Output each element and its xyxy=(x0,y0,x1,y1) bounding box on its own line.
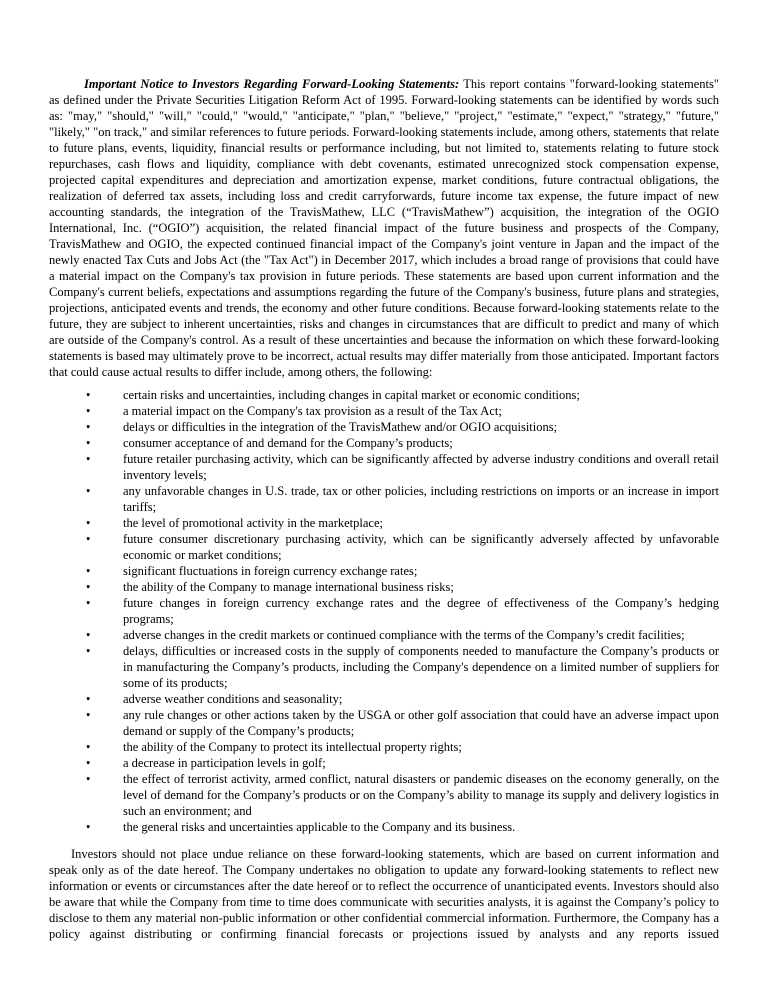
list-item-text: delays, difficulties or increased costs in the supply of components needed to manufacture the Company’s products or in manufacturing the Company’s products, including the Company's dependence on a limited number of suppliers for some of its products; xyxy=(123,644,719,690)
list-item xyxy=(49,403,719,419)
bullet-icon: • xyxy=(86,628,91,642)
list-item xyxy=(49,691,719,707)
list-item-text: certain risks and uncertainties, including changes in capital market or economic conditions; xyxy=(123,388,580,402)
risk-factor-list xyxy=(49,387,719,835)
list-item xyxy=(49,819,719,835)
bullet-icon: • xyxy=(86,708,91,722)
bullet-icon: • xyxy=(86,740,91,754)
bullet-icon: • xyxy=(86,772,91,786)
list-item xyxy=(49,435,719,451)
list-item-text: consumer acceptance of and demand for the Company’s products; xyxy=(123,436,453,450)
list-item xyxy=(49,627,719,643)
bullet-icon: • xyxy=(86,580,91,594)
list-item xyxy=(49,739,719,755)
bullet-icon: • xyxy=(86,692,91,706)
list-item xyxy=(49,451,719,483)
list-item-text: adverse changes in the credit markets or continued compliance with the terms of the Company’s credit facilities; xyxy=(123,628,685,642)
bullet-icon: • xyxy=(86,388,91,402)
bullet-icon: • xyxy=(86,420,91,434)
list-item-text: the ability of the Company to manage international business risks; xyxy=(123,580,454,594)
bullet-icon: • xyxy=(86,436,91,450)
list-item xyxy=(49,595,719,627)
list-item-text: delays or difficulties in the integration of the TravisMathew and/or OGIO acquisitions; xyxy=(123,420,558,434)
bullet-icon: • xyxy=(86,596,91,610)
list-item-text: future changes in foreign currency exchange rates and the degree of effectiveness of the Company’s hedging programs; xyxy=(123,596,719,626)
intro-paragraph xyxy=(49,76,719,380)
bullet-icon: • xyxy=(86,404,91,418)
list-item xyxy=(49,563,719,579)
bullet-icon: • xyxy=(86,484,91,498)
list-item-text: the ability of the Company to protect its intellectual property rights; xyxy=(123,740,462,754)
bullet-icon: • xyxy=(86,644,91,658)
bullet-icon: • xyxy=(86,820,91,834)
list-item-text: the general risks and uncertainties applicable to the Company and its business. xyxy=(123,820,516,834)
list-item xyxy=(49,755,719,771)
list-item xyxy=(49,643,719,691)
list-item xyxy=(49,771,719,819)
list-item xyxy=(49,515,719,531)
bullet-icon: • xyxy=(86,532,91,546)
list-item-text: significant fluctuations in foreign currency exchange rates; xyxy=(123,564,418,578)
list-item-text: the level of promotional activity in the marketplace; xyxy=(123,516,383,530)
bullet-icon: • xyxy=(86,452,91,466)
list-item-text: any unfavorable changes in U.S. trade, tax or other policies, including restrictions on imports or an increase in import tariffs; xyxy=(123,484,719,514)
list-item xyxy=(49,707,719,739)
list-item-text: any rule changes or other actions taken by the USGA or other golf association that could have an adverse impact upon demand or supply of the Company’s products; xyxy=(123,708,719,738)
intro-body: This report contains "forward-looking statements" as defined under the Private Securities Litigation Reform Act of 1995. Forward-looking statements can be identified by words such as: "may," "should," "will," "could," "would," "anticipate," "plan," "believe," "project," "estimate," "expect," "strategy," "future," "likely," "on track," and similar references to future periods. Forward-looking statements include, among others, statements that relate to future plans, events, liquidity, financial results or performance including, but not limited to, statements relating to future stock repurchases, cash flows and liquidity, compliance with debt covenants, estimated unrecognized stock compensation expense, projected capital expenditures and depreciation and amortization expense, market conditions, future contractual obligations, the realization of deferred tax assets, including loss and credit carryforwards, future income tax expense, the future impact of new accounting standards, the integration of the TravisMathew, LLC (“TravisMathew”) acquisition, the integration of the OGIO International, Inc. (“OGIO”) acquisition, the related financial impact of the future business and prospects of the Company, TravisMathew and OGIO, the expected continued financial impact of the Company's joint venture in Japan and the impact of the newly enacted Tax Cuts and Jobs Act (the "Tax Act") in December 2017, which includes a broad range of provisions that could have a material impact on the Company's tax provision in future periods. These statements are based upon current information and the Company's current beliefs, expectations and assumptions regarding the future of the Company's business, future plans and strategies, projections, anticipated events and trends, the economy and other future conditions. Because forward-looking statements relate to the future, they are subject to inherent uncertainties, risks and changes in circumstances that are difficult to predict and many of which are outside of the Company's control. As a result of these uncertainties and because the information on which these forward-looking statements is based may ultimately prove to be incorrect, actual results may differ materially from those anticipated. Important factors that could cause actual results to differ include, among others, the following: xyxy=(49,77,719,379)
list-item xyxy=(49,387,719,403)
list-item-text: adverse weather conditions and seasonality; xyxy=(123,692,343,706)
intro-lead-in: Important Notice to Investors Regarding Forward-Looking Statements: xyxy=(84,77,460,91)
closing-paragraph: Investors should not place undue reliance on these forward-looking statements, which are based on current information and speak only as of the date hereof. The Company undertakes no obligation to update any forward-looking statements to reflect new information or events or circumstances after the date hereof or to reflect the occurrence of unanticipated events. Investors should also be aware that while the Company from time to time does communicate with securities analysts, it is against the Company’s policy to disclose to them any material non-public information or other confidential commercial information. Furthermore, the Company has a policy against distributing or confirming financial forecasts or projections issued by analysts and any reports issued xyxy=(49,847,719,941)
list-item-text: a material impact on the Company's tax provision as a result of the Tax Act; xyxy=(123,404,502,418)
list-item xyxy=(49,419,719,435)
bullet-icon: • xyxy=(86,756,91,770)
list-item-text: future consumer discretionary purchasing activity, which can be significantly adversely affected by unfavorable economic or market conditions; xyxy=(123,532,719,562)
list-item-text: the effect of terrorist activity, armed conflict, natural disasters or pandemic diseases on the economy generally, on the level of demand for the Company’s products or on the Company’s ability to manage its supply and delivery logistics in such an environment; and xyxy=(123,772,719,818)
list-item xyxy=(49,579,719,595)
list-item xyxy=(49,531,719,563)
list-item-text: a decrease in participation levels in golf; xyxy=(123,756,326,770)
bullet-icon: • xyxy=(86,516,91,530)
bullet-icon: • xyxy=(86,564,91,578)
list-item-text: future retailer purchasing activity, which can be significantly affected by adverse industry conditions and overall retail inventory levels; xyxy=(123,452,719,482)
list-item xyxy=(49,483,719,515)
